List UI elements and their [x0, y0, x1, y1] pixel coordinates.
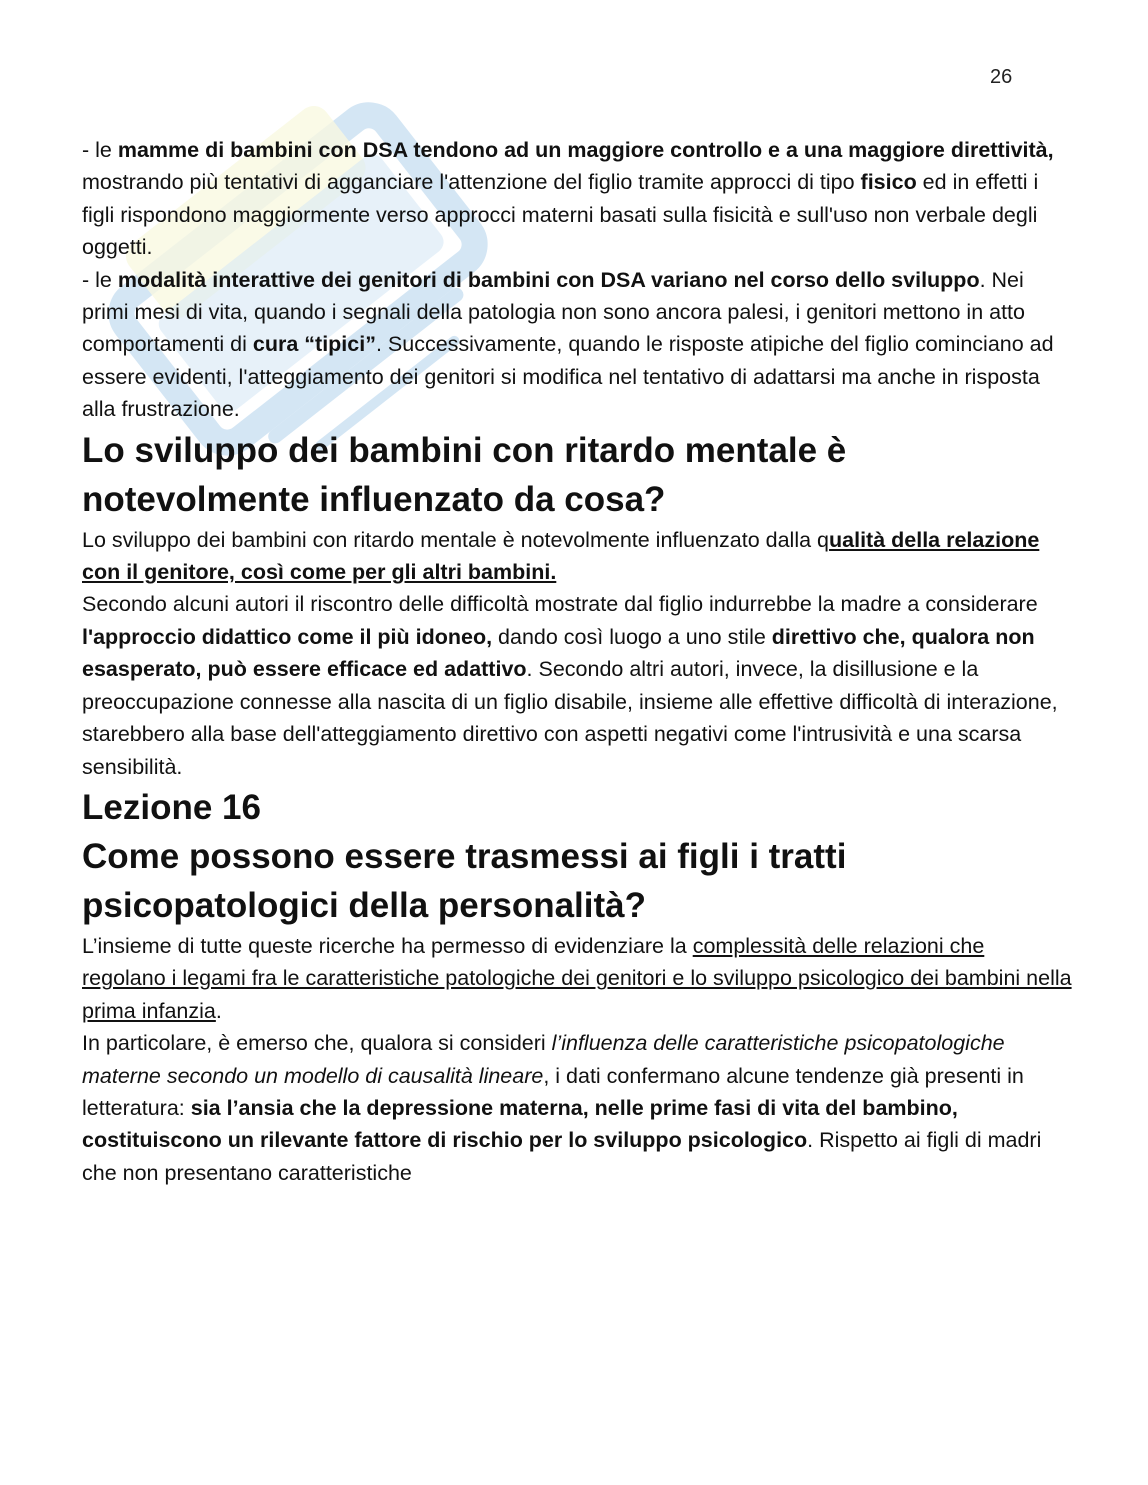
text-run: dando così luogo a uno stile — [492, 624, 772, 649]
lesson-heading: Lezione 16 — [82, 787, 261, 827]
bold-text: fisico — [860, 170, 917, 195]
text-run: Secondo alcuni autori il riscontro delle difficoltà mostrate dal figlio indurrebbe la madre a considerare — [82, 592, 1038, 617]
text-run: - le — [82, 267, 118, 292]
bold-text: cura “tipici” — [252, 332, 376, 357]
document-body — [82, 134, 1072, 1189]
paragraph-relationship-quality — [82, 524, 1072, 589]
text-run: - le — [82, 138, 118, 162]
bold-text: modalità interattive dei genitori di bambini con DSA variano nel corso dello sviluppo — [117, 267, 980, 292]
paragraph-dsa-parents — [82, 264, 1072, 426]
bold-text: direttivo che, qualora non esasperato, può essere efficace ed adattivo — [82, 624, 1035, 682]
paragraph-directive-style — [82, 588, 1072, 782]
text-run: Lo sviluppo dei bambini con ritardo mentale è notevolmente influenzato dalla — [82, 527, 818, 552]
page-number: 26 — [990, 66, 1013, 88]
italic-text: l’influenza delle caratteristiche psicopatologiche materne secondo un modello di causalità lineare — [82, 1031, 1005, 1088]
text-run: q — [817, 527, 830, 552]
section-heading-psychopathology: Come possono essere trasmessi ai figli i tratti psicopatologici della personalità? — [82, 836, 847, 925]
underlined-text: ualità della relazione con il genitore, così come per gli altri bambini. — [82, 527, 1040, 585]
section-heading-mental-retardation: Lo sviluppo dei bambini con ritardo mentale è notevolmente influenzato da cosa? — [82, 430, 847, 519]
text-run: . Nei primi mesi di vita, quando i segnali della patologia non sono ancora palesi, i genitori mettono in atto comportamenti di — [82, 267, 1025, 357]
bold-text: l'approccio didattico come il più idoneo, — [82, 624, 493, 649]
text-run: . Rispetto ai figli di madri che non presentano caratteristiche — [82, 1128, 1042, 1185]
paragraph-research-complexity — [82, 930, 1072, 1027]
underlined-text: complessità delle relazioni che regolano i legami fra le caratteristiche patologiche dei genitori e lo sviluppo psicologico dei bambini nella prima infanzia — [82, 933, 1072, 1023]
text-run: , i dati confermano alcune tendenze già presenti in letteratura: — [82, 1063, 1024, 1120]
text-run: mostrando più tentativi di agganciare l'attenzione del figlio tramite approcci di tipo — [82, 170, 861, 195]
paragraph-dsa-mothers — [82, 134, 1072, 264]
text-run: . — [215, 998, 222, 1023]
paragraph-maternal-anxiety — [82, 1027, 1072, 1189]
bold-text: mamme di bambini con DSA tendono ad un maggiore controllo e a una maggiore direttività, — [117, 138, 1054, 162]
text-run: . Secondo altri autori, invece, la disillusione e la preoccupazione connesse alla nascita di un figlio disabile, insieme alle effettive difficoltà di interazione, starebbero alla base dell'atteggiamento direttivo con aspetti negativi come l'intrusività e una scarsa sensibilità. — [82, 657, 1058, 779]
text-run: L’insieme di tutte queste ricerche ha permesso di evidenziare la — [82, 933, 693, 958]
text-run: ed in effetti i figli rispondono maggiormente verso approcci materni basati sulla fisicità e sull'uso non verbale degli oggetti. — [82, 170, 1039, 260]
text-run: . Successivamente, quando le risposte atipiche del figlio cominciano ad essere evidenti, l'atteggiamento dei genitori si modifica nel tentativo di adattarsi ma anche in risposta alla frustrazione. — [82, 332, 1054, 422]
text-run: In particolare, è emerso che, qualora si consideri — [82, 1031, 552, 1056]
bold-text: sia l’ansia che la depressione materna, nelle prime fasi di vita del bambino, costituiscono un rilevante fattore di rischio per lo sviluppo psicologico — [82, 1095, 958, 1153]
